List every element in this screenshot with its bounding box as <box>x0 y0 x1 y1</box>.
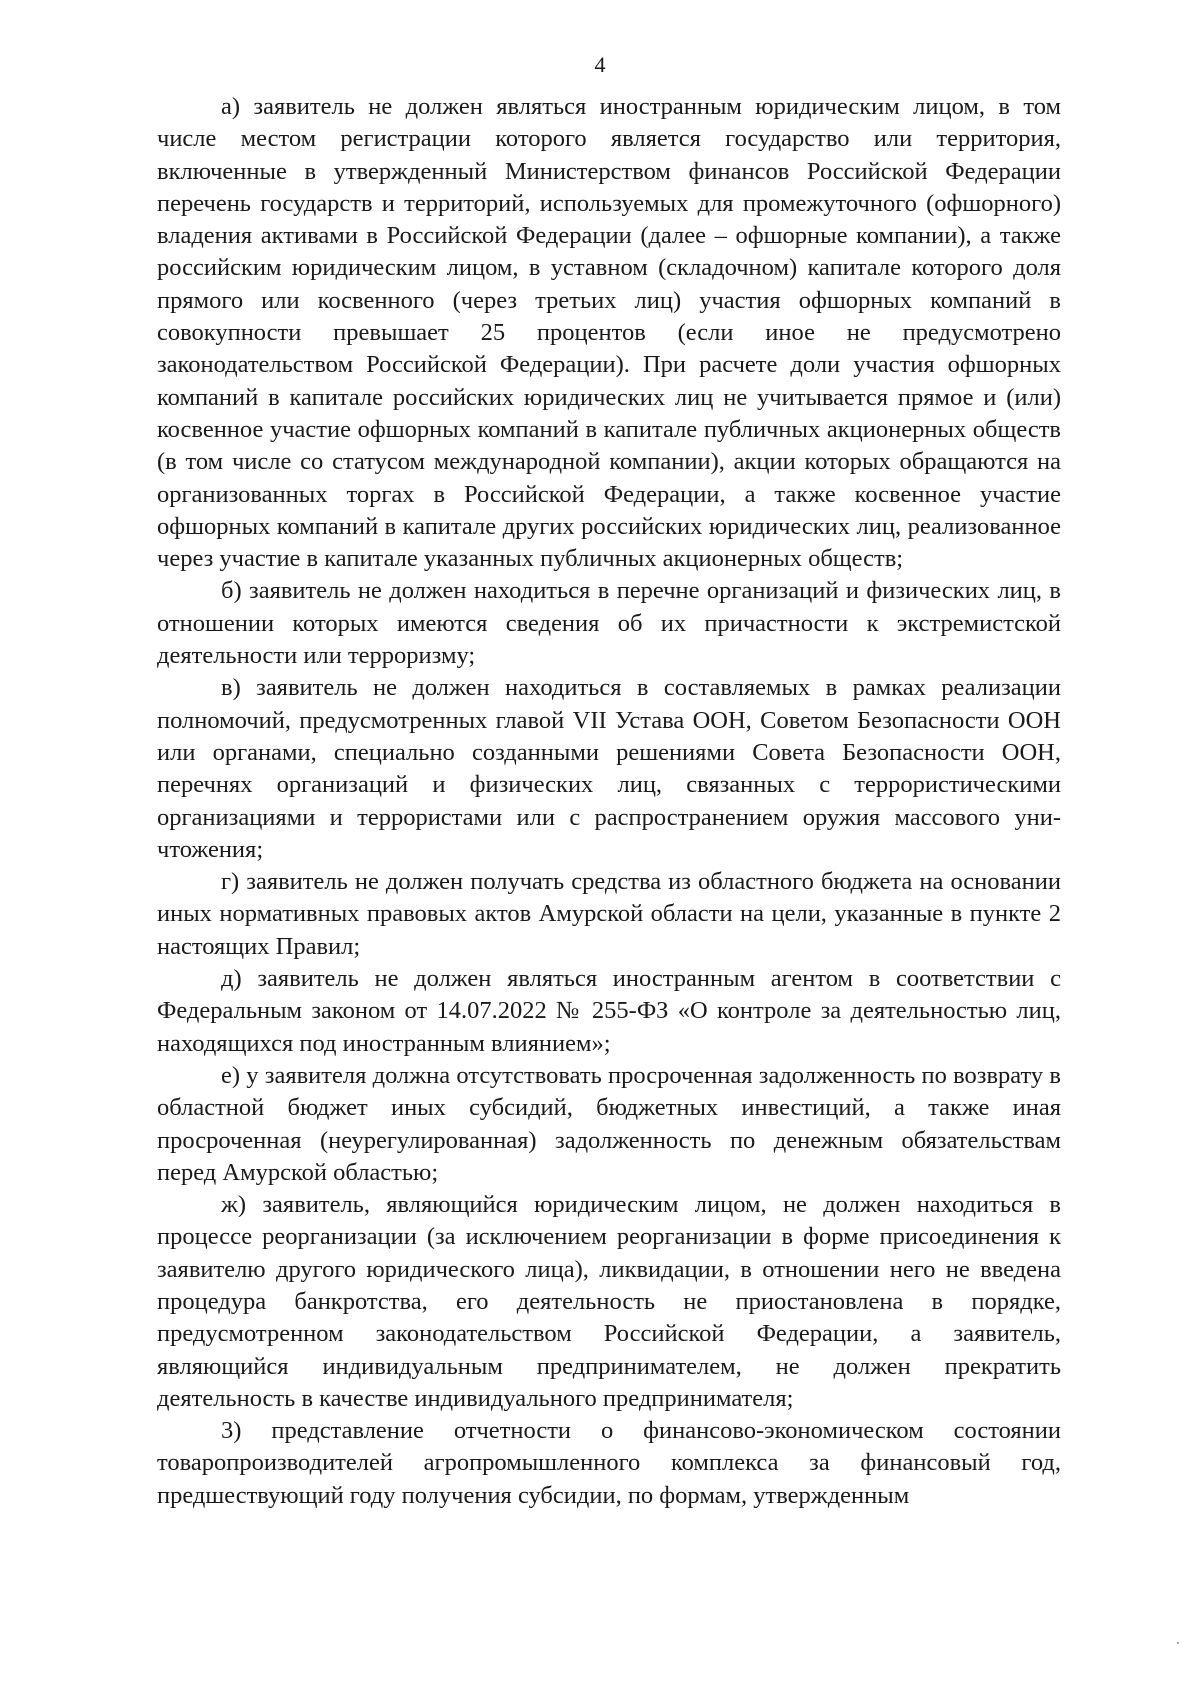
paragraph-3: 3) представление отчетности о финансово-экономическом состоянии товаропроизводителей агропромышленного комплекса за финансовый год, предшествующий году получения субсидии, по формам, утвержденным <box>157 1417 1061 1509</box>
scan-speck <box>1177 1642 1179 1644</box>
document-body <box>157 91 1061 1512</box>
paragraph-v: в) заявитель не должен находиться в составляемых в рамках реализации полномочий, предусмотренных главой VII Устава ООН, Советом Безопасности ООН или органами, специально созданными решениями Совета Безопасности ООН, перечнях организаций и физических лиц, связанных с террористическими организациями и террористами или с распространением оружия массового уничтожения; <box>157 674 1061 863</box>
paragraph-zh: ж) заявитель, являющийся юридическим лицом, не должен находиться в процессе реорганизации (за исключением реорганизации в форме присоединения к заявителю другого юридического лица), ликвидации, в отношении него не введена процедура банкротства, его деятельность не приостановлена в порядке, предусмотренном законодательством Российской Федерации, а заявитель, являющийся индивидуальным предпринимателем, не должен прекратить деятельность в качестве индивидуального предпринимателя; <box>157 1191 1061 1412</box>
paragraph-g: г) заявитель не должен получать средства из областного бюджета на основании иных нормативных правовых актов Амурской области на цели, указанные в пункте 2 настоящих Правил; <box>157 868 1061 960</box>
page-number: 4 <box>594 52 606 77</box>
paragraph-b: б) заявитель не должен находиться в перечне организаций и физических лиц, в отношении которых имеются сведения об их причастности к экстремистской деятельности или терроризму; <box>157 577 1061 670</box>
paragraph-a: а) заявитель не должен являться иностранным юридическим лицом, в том числе местом регистрации которого является государство или территория, включенные в утвержденный Министерством финансов Российской Федерации перечень государств и территорий, используемых для промежуточного (офшорного) владения активами в Российской Федерации (далее – офшорные компании), а также российским юридическим лицом, в уставном (складочном) капитале которого доля прямого или косвенного (через третьих лиц) участия офшорных компаний в совокупности превышает 25 процентов (если иное не предусмотрено законодательством Российской Федерации). При расчете доли участия офшорных компаний в капитале российских юридических лиц не учитывается прямое и (или) косвенное участие офшорных компаний в капитале публичных акционерных обществ (в том числе со статусом международной компании), акции которых обращаются на организованных торгах в Российской Федерации, а также косвенное участие офшорных компаний в капитале других российских юридических лиц, реализованное через участие в капитале указанных публичных акционерных обществ; <box>157 93 1061 573</box>
paragraph-e: е) у заявителя должна отсутствовать просроченная задолженность по возврату в областной бюджет иных субсидий, бюджетных инвестиций, а также иная просроченная (неурегулированная) задолженность по денежным обязательствам перед Амурской областью; <box>157 1061 1061 1186</box>
paragraph-d: д) заявитель не должен являться иностранным агентом в соответствии с Федеральным законом от 14.07.2022 № 255-ФЗ «О контроле за деятельностью лиц, находящихся под иностранным влиянием»; <box>157 965 1061 1057</box>
